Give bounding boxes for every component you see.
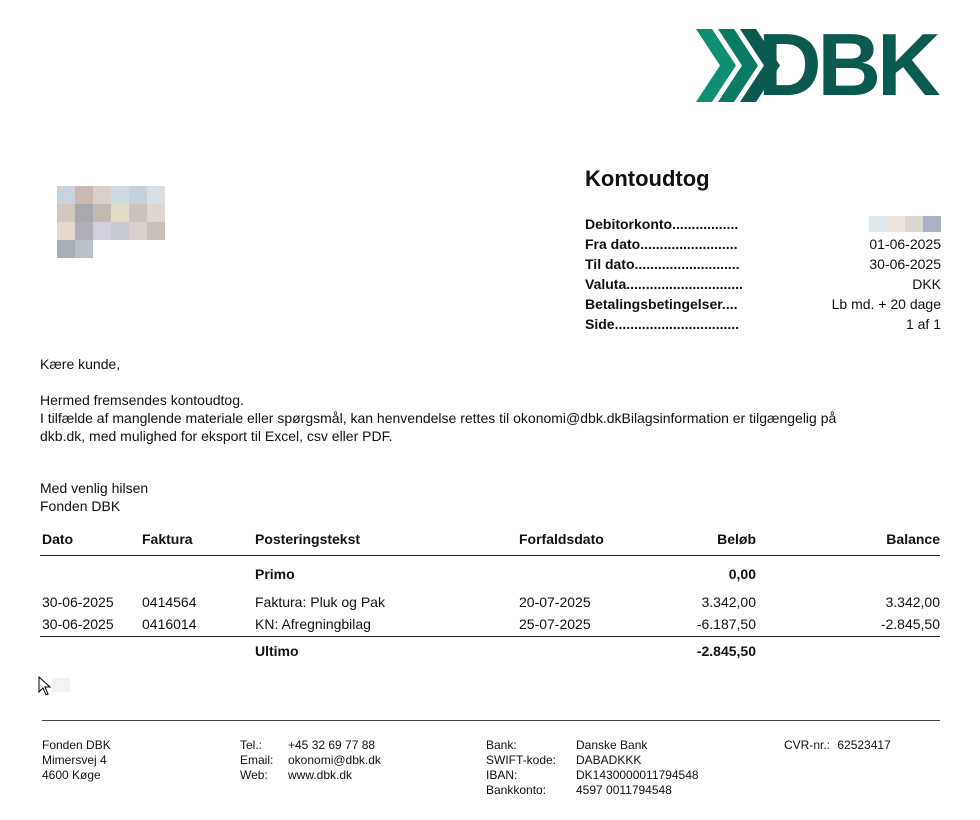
column-header-faktura: Faktura — [142, 531, 193, 547]
cell-forfaldsdato: 25-07-2025 — [519, 616, 591, 632]
primo-label: Primo — [255, 566, 295, 582]
statement-title: Kontoudtog — [585, 166, 710, 191]
table-header — [40, 528, 940, 552]
dbk-logo — [696, 15, 942, 114]
meta-row-til-dato — [585, 254, 941, 274]
ultimo-row — [40, 640, 940, 662]
table-row — [40, 591, 940, 613]
column-header-dato: Dato — [42, 531, 74, 547]
footer-label: IBAN: — [486, 768, 518, 782]
transaction-rows — [40, 591, 940, 635]
letter-line-1: Hermed fremsendes kontoudtog. — [40, 392, 244, 408]
footer-label: SWIFT-kode: — [486, 753, 557, 767]
footer-company-city: 4600 Køge — [42, 768, 101, 782]
table-row — [40, 613, 940, 635]
footer-website: www.dbk.dk — [288, 768, 353, 782]
footer-iban: DK1430000011794548 — [576, 768, 699, 782]
cell-forfaldsdato: 20-07-2025 — [519, 594, 591, 610]
meta-value: Lb md. + 20 dage — [831, 296, 941, 312]
meta-value: 01-06-2025 — [869, 236, 941, 252]
footer-label: Tel.: — [240, 738, 263, 752]
logo-wordmark: DBK — [758, 15, 937, 114]
footer-cvr — [784, 738, 891, 753]
column-header-posteringstekst: Posteringstekst — [255, 531, 361, 547]
ultimo-amount: -2.845,50 — [696, 643, 756, 659]
primo-row — [40, 563, 940, 585]
meta-label: Fra dato......................... — [585, 236, 738, 252]
statement-meta — [585, 214, 941, 334]
footer-bank-name: Danske Bank — [576, 738, 648, 752]
table-header-divider — [40, 555, 940, 556]
footer-label: Bankkonto: — [486, 783, 547, 797]
letter-sender: Fonden DBK — [40, 498, 121, 514]
footer-divider — [42, 720, 940, 721]
cell-faktura: 0416014 — [142, 616, 197, 632]
letter-line-2: I tilfælde af manglende materiale eller spørgsmål, kan henvendelse rettes til okonomi@dbk.dkBilagsinformation er tilgængelig på — [40, 410, 837, 426]
meta-label: Betalingsbetingelser.... — [585, 296, 738, 312]
cell-balance: 3.342,00 — [885, 594, 940, 610]
cell-faktura: 0414564 — [142, 594, 197, 610]
letter-line-3: dkb.dk, med mulighed for eksport til Excel, csv eller PDF. — [40, 428, 393, 444]
cell-posteringstekst: KN: Afregningbilag — [255, 616, 371, 632]
footer-label: Email: — [240, 753, 274, 767]
letter-greeting: Kære kunde, — [40, 356, 121, 372]
redacted-mark — [52, 678, 70, 692]
footer-phone: +45 32 69 77 88 — [288, 738, 376, 752]
cell-balance: -2.845,50 — [880, 616, 940, 632]
footer-label: Web: — [240, 768, 268, 782]
cell-belob: -6.187,50 — [696, 616, 756, 632]
cell-posteringstekst: Faktura: Pluk og Pak — [255, 594, 385, 610]
table-row — [40, 640, 940, 662]
account-number-redacted — [869, 214, 941, 234]
footer-bank — [486, 738, 699, 798]
meta-row-debitorkonto — [585, 214, 941, 234]
meta-label: Debitorkonto................. — [585, 216, 739, 232]
meta-row-betalingsbetingelser — [585, 294, 941, 314]
column-header-balance: Balance — [886, 531, 940, 547]
cell-dato: 30-06-2025 — [42, 616, 114, 632]
footer-label: Bank: — [486, 738, 517, 752]
footer-swift: DABADKKK — [576, 753, 642, 767]
cell-dato: 30-06-2025 — [42, 594, 114, 610]
footer-contact — [240, 738, 381, 783]
footer-email: okonomi@dbk.dk — [288, 753, 381, 767]
meta-row-side — [585, 314, 941, 334]
primo-amount: 0,00 — [728, 566, 756, 582]
footer-company-name: Fonden DBK — [42, 738, 111, 752]
column-header-forfaldsdato: Forfaldsdato — [519, 531, 604, 547]
ultimo-divider — [40, 636, 940, 637]
footer-label: CVR-nr.: — [784, 738, 831, 752]
letter-closing: Med venlig hilsen — [40, 480, 149, 496]
meta-label: Til dato........................... — [585, 256, 740, 272]
transactions-table — [40, 528, 940, 552]
meta-value: 30-06-2025 — [869, 256, 941, 272]
meta-row-valuta — [585, 274, 941, 294]
footer-bank-account: 4597 0011794548 — [576, 783, 672, 797]
table-row — [40, 563, 940, 585]
meta-label: Valuta.............................. — [585, 276, 743, 292]
footer-company — [42, 738, 111, 783]
footer-cvr-number: 62523417 — [837, 738, 891, 752]
meta-value: 1 af 1 — [905, 316, 941, 332]
meta-value: DKK — [912, 276, 941, 292]
cell-belob: 3.342,00 — [701, 594, 756, 610]
ultimo-label: Ultimo — [255, 643, 299, 659]
footer-company-street: Mimersvej 4 — [42, 753, 107, 767]
meta-label: Side................................ — [585, 316, 740, 332]
meta-row-fra-dato — [585, 234, 941, 254]
column-header-belob: Beløb — [717, 531, 756, 547]
